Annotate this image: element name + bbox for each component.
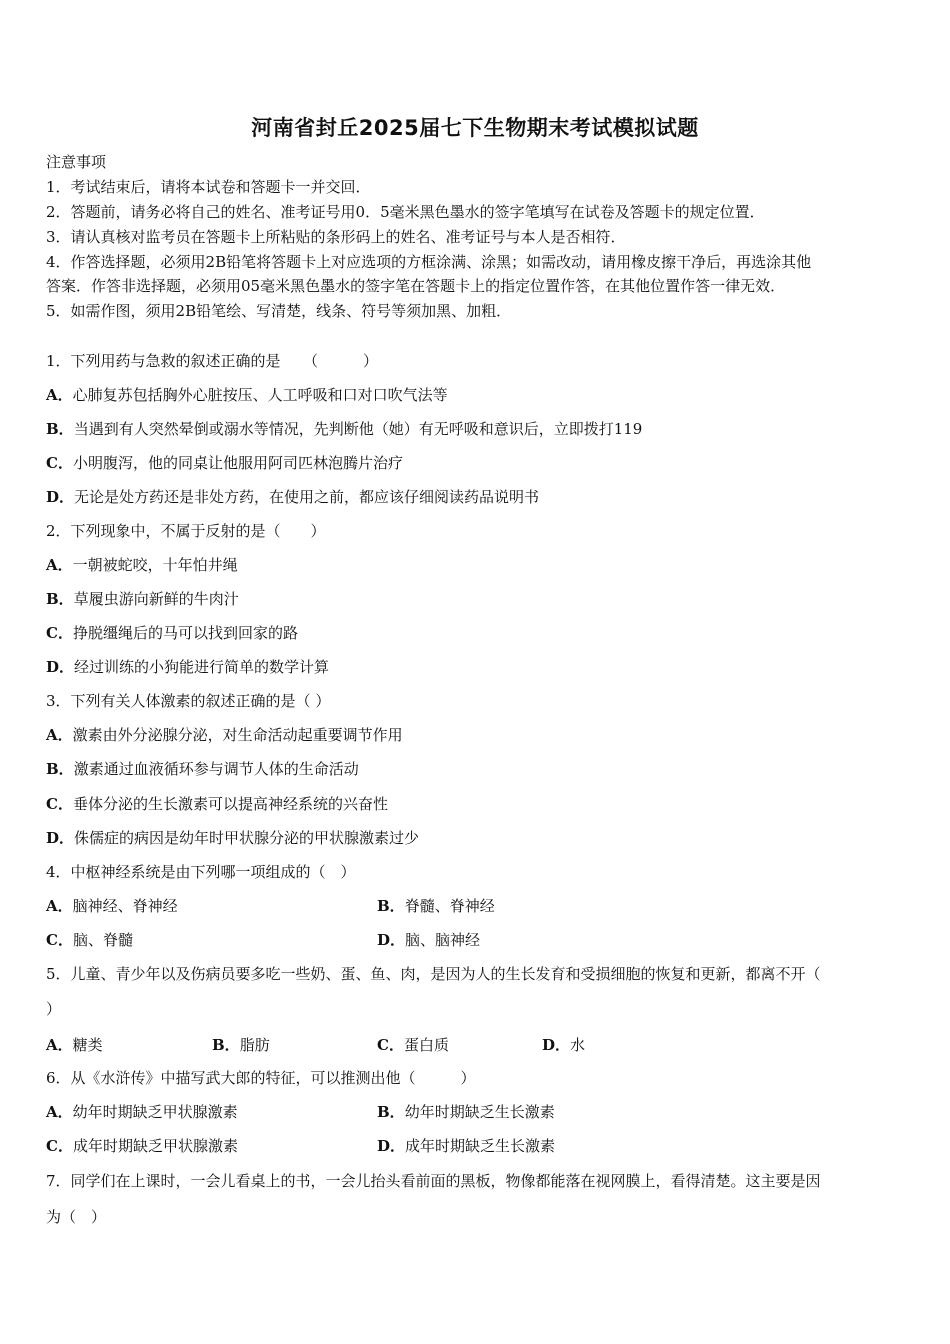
question-stem-continued: ） [46,1000,62,1018]
option-letter: B． [377,1103,405,1121]
option-letter: B． [46,760,74,778]
option-d [46,487,539,507]
option-b [377,1102,555,1122]
option-letter: C． [46,931,73,949]
option-d [46,657,329,677]
question-stem: 4．中枢神经系统是由下列哪一项组成的（ ） [46,863,356,881]
option-text: 水 [570,1036,586,1054]
notice-item: 1．考试结束后，请将本试卷和答题卡一并交回． [46,178,371,196]
option-text: 挣脱缰绳后的马可以找到回家的路 [72,624,298,642]
option-b [46,419,642,439]
question-stem: 2．下列现象中，不属于反射的是（ ） [46,522,326,540]
notice-item: 5．如需作图，须用2B铅笔绘、写清楚，线条、符号等须加黑、加粗． [46,302,512,320]
notice-item: 2．答题前，请务必将自己的姓名、准考证号用0．5毫米黑色墨水的签字笔填写在试卷及答题卡的规定位置． [46,203,765,221]
option-letter: B． [377,897,405,915]
option-c [46,930,133,950]
option-text: 草履虫游向新鲜的牛肉汁 [73,590,239,608]
option-text: 经过训练的小狗能进行简单的数学计算 [74,658,330,676]
option-letter: C． [46,795,73,813]
option-letter: C． [46,1137,73,1155]
option-letter: A． [46,1036,73,1054]
option-a [46,385,448,405]
option-text: 激素由外分泌腺分泌，对生命活动起重要调节作用 [72,726,403,744]
option-b [46,759,359,779]
option-letter: C． [377,1036,404,1054]
option-c [46,1136,238,1156]
option-a [46,1035,103,1055]
option-text: 激素通过血液循环参与调节人体的生命活动 [73,760,359,778]
option-letter: C． [46,624,73,642]
option-text: 幼年时期缺乏生长激素 [404,1103,555,1121]
option-letter: B． [46,420,74,438]
option-text: 小明腹泻，他的同桌让他服用阿司匹林泡腾片治疗 [72,454,403,472]
option-b [212,1035,270,1055]
option-b [377,896,495,916]
option-letter: D． [46,658,75,676]
question-stem: 5．儿童、青少年以及伤病员要多吃一些奶、蛋、鱼、肉，是因为人的生长发育和受损细胞的恢复和更新，都离不开（ [46,965,821,983]
option-text: 糖类 [72,1036,103,1054]
option-letter: A． [46,1103,73,1121]
option-b [46,589,239,609]
option-c [46,453,403,473]
option-a [46,896,178,916]
option-c [46,794,388,814]
option-text: 一朝被蛇咬，十年怕井绳 [72,556,238,574]
option-letter: C． [46,454,73,472]
option-text: 心肺复苏包括胸外心脏按压、人工呼吸和口对口吹气法等 [72,386,448,404]
option-text: 侏儒症的病因是幼年时甲状腺分泌的甲状腺激素过少 [74,829,420,847]
option-letter: A． [46,386,73,404]
option-text: 成年时期缺乏甲状腺激素 [72,1137,238,1155]
option-text: 无论是处方药还是非处方药，在使用之前，都应该仔细阅读药品说明书 [74,488,540,506]
option-a [46,725,403,745]
notice-item: 3．请认真核对监考员在答题卡上所粘贴的条形码上的姓名、准考证号与本人是否相符． [46,228,626,246]
question-stem: 7．同学们在上课时，一会儿看桌上的书，一会儿抬头看前面的黑板，物像都能落在视网膜上，看得清楚。这主要是因 [46,1172,821,1190]
option-a [46,1102,238,1122]
option-letter: D． [46,829,75,847]
notice-heading: 注意事项 [46,153,107,171]
option-d [377,930,480,950]
question-stem-continued: 为（ ） [46,1208,107,1226]
option-letter: D． [377,931,406,949]
notice-item: 答案．作答非选择题，必须用05毫米黑色墨水的签字笔在答题卡上的指定位置作答，在其他位置作答一律无效． [46,277,786,295]
option-d [377,1136,555,1156]
option-text: 脊髓、脊神经 [404,897,495,915]
question-stem: 6．从《水浒传》中描写武大郎的特征，可以推测出他（ ） [46,1069,476,1087]
option-text: 成年时期缺乏生长激素 [405,1137,556,1155]
option-text: 蛋白质 [403,1036,449,1054]
option-c [46,623,298,643]
page-title: 河南省封丘2025届七下生物期末考试模拟试题 [251,116,699,140]
option-text: 幼年时期缺乏甲状腺激素 [72,1103,238,1121]
option-letter: D． [377,1137,406,1155]
option-d [46,828,419,848]
option-a [46,555,238,575]
option-text: 脑、脑神经 [405,931,481,949]
notice-item: 4．作答选择题，必须用2B铅笔将答题卡上对应选项的方框涂满、涂黑；如需改动，请用橡皮擦干净后，再选涂其他 [46,253,812,271]
option-text: 脂肪 [239,1036,270,1054]
option-d [542,1035,585,1055]
option-letter: A． [46,897,73,915]
option-letter: A． [46,556,73,574]
option-c [377,1035,449,1055]
option-text: 脑神经、脊神经 [72,897,178,915]
question-stem: 3．下列有关人体激素的叙述正确的是（ ） [46,692,331,710]
option-letter: D． [46,488,75,506]
option-text: 垂体分泌的生长激素可以提高神经系统的兴奋性 [72,795,388,813]
option-letter: D． [542,1036,571,1054]
question-stem: 1．下列用药与急救的叙述正确的是 （ ） [46,352,379,370]
option-letter: B． [46,590,74,608]
option-letter: A． [46,726,73,744]
option-text: 当遇到有人突然晕倒或溺水等情况，先判断他（她）有无呼吸和意识后，立即拨打119 [73,420,643,438]
option-text: 脑、脊髓 [72,931,133,949]
option-letter: B． [212,1036,240,1054]
